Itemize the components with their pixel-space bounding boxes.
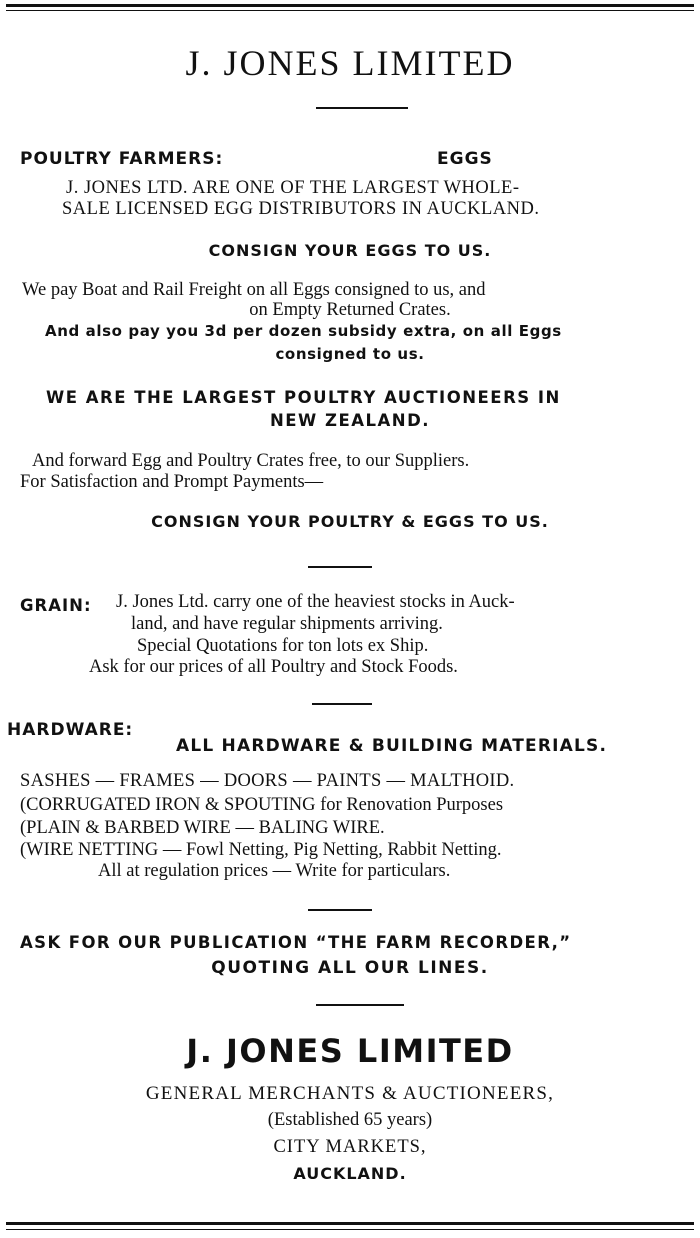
hardware-heading: HARDWARE: — [7, 720, 134, 740]
footer-city: AUCKLAND. — [293, 1164, 407, 1183]
largest-auctioneers-line-1: WE ARE THE LARGEST POULTRY AUCTIONEERS IN — [46, 388, 561, 407]
footer-established: (Established 65 years) — [267, 1110, 433, 1130]
grain-line-2: land, and have regular shipments arriving. — [131, 614, 443, 634]
eggs-subheading: EGGS — [437, 149, 493, 169]
grain-section-divider — [312, 703, 372, 705]
bottom-border-rule-thick — [6, 1222, 694, 1225]
subsidy-line-1: And also pay you 3d per dozen subsidy extra, on all Eggs — [45, 322, 562, 340]
poultry-intro-line-1: J. JONES LTD. ARE ONE OF THE LARGEST WHOLE- — [66, 178, 520, 198]
hardware-line-4: (WIRE NETTING — Fowl Netting, Pig Netting, Rabbit Netting. — [20, 840, 502, 860]
grain-line-1: J. Jones Ltd. carry one of the heaviest stocks in Auck- — [116, 592, 515, 612]
grain-line-4: Ask for our prices of all Poultry and Stock Foods. — [89, 657, 458, 677]
hardware-section-divider — [308, 909, 372, 911]
subsidy-line-2: consigned to us. — [275, 345, 425, 363]
hardware-line-1: SASHES — FRAMES — DOORS — PAINTS — MALTHOID. — [20, 771, 515, 791]
poultry-intro-line-2: SALE LICENSED EGG DISTRIBUTORS IN AUCKLAND. — [62, 199, 540, 219]
header-title: J. JONES LIMITED — [185, 43, 515, 83]
publication-line-2: QUOTING ALL OUR LINES. — [211, 958, 489, 978]
poultry-section-divider — [308, 566, 372, 568]
footer-location: CITY MARKETS, — [273, 1137, 427, 1157]
hardware-line-3: (PLAIN & BARBED WIRE — BALING WIRE. — [20, 818, 385, 838]
forward-crates-line-2: For Satisfaction and Prompt Payments— — [20, 472, 324, 492]
consign-poultry-line: CONSIGN YOUR POULTRY & EGGS TO US. — [151, 512, 549, 531]
hardware-line-2: (CORRUGATED IRON & SPOUTING for Renovation Purposes — [20, 795, 504, 815]
grain-line-3: Special Quotations for ton lots ex Ship. — [137, 636, 429, 656]
footer-description: GENERAL MERCHANTS & AUCTIONEERS, — [145, 1083, 555, 1104]
hardware-line-5: All at regulation prices — Write for particulars. — [98, 861, 451, 881]
freight-line-2: on Empty Returned Crates. — [249, 300, 451, 320]
poultry-heading: POULTRY FARMERS: — [20, 149, 224, 169]
bottom-border-rule-thin — [6, 1229, 694, 1230]
publication-divider — [316, 1004, 404, 1006]
forward-crates-line-1: And forward Egg and Poultry Crates free, to our Suppliers. — [32, 451, 470, 471]
header-divider — [316, 107, 408, 109]
freight-line-1: We pay Boat and Rail Freight on all Eggs consigned to us, and — [22, 280, 486, 300]
footer-company-name: J. JONES LIMITED — [186, 1032, 514, 1070]
publication-line-1: ASK FOR OUR PUBLICATION “THE FARM RECORDER,” — [20, 933, 572, 952]
largest-auctioneers-line-2: NEW ZEALAND. — [269, 411, 431, 430]
grain-heading: GRAIN: — [20, 596, 92, 615]
hardware-subheading: ALL HARDWARE & BUILDING MATERIALS. — [176, 736, 608, 756]
top-border-rule-thin — [6, 10, 694, 11]
top-border-rule-thick — [6, 4, 694, 7]
consign-eggs-line: CONSIGN YOUR EGGS TO US. — [208, 241, 492, 260]
